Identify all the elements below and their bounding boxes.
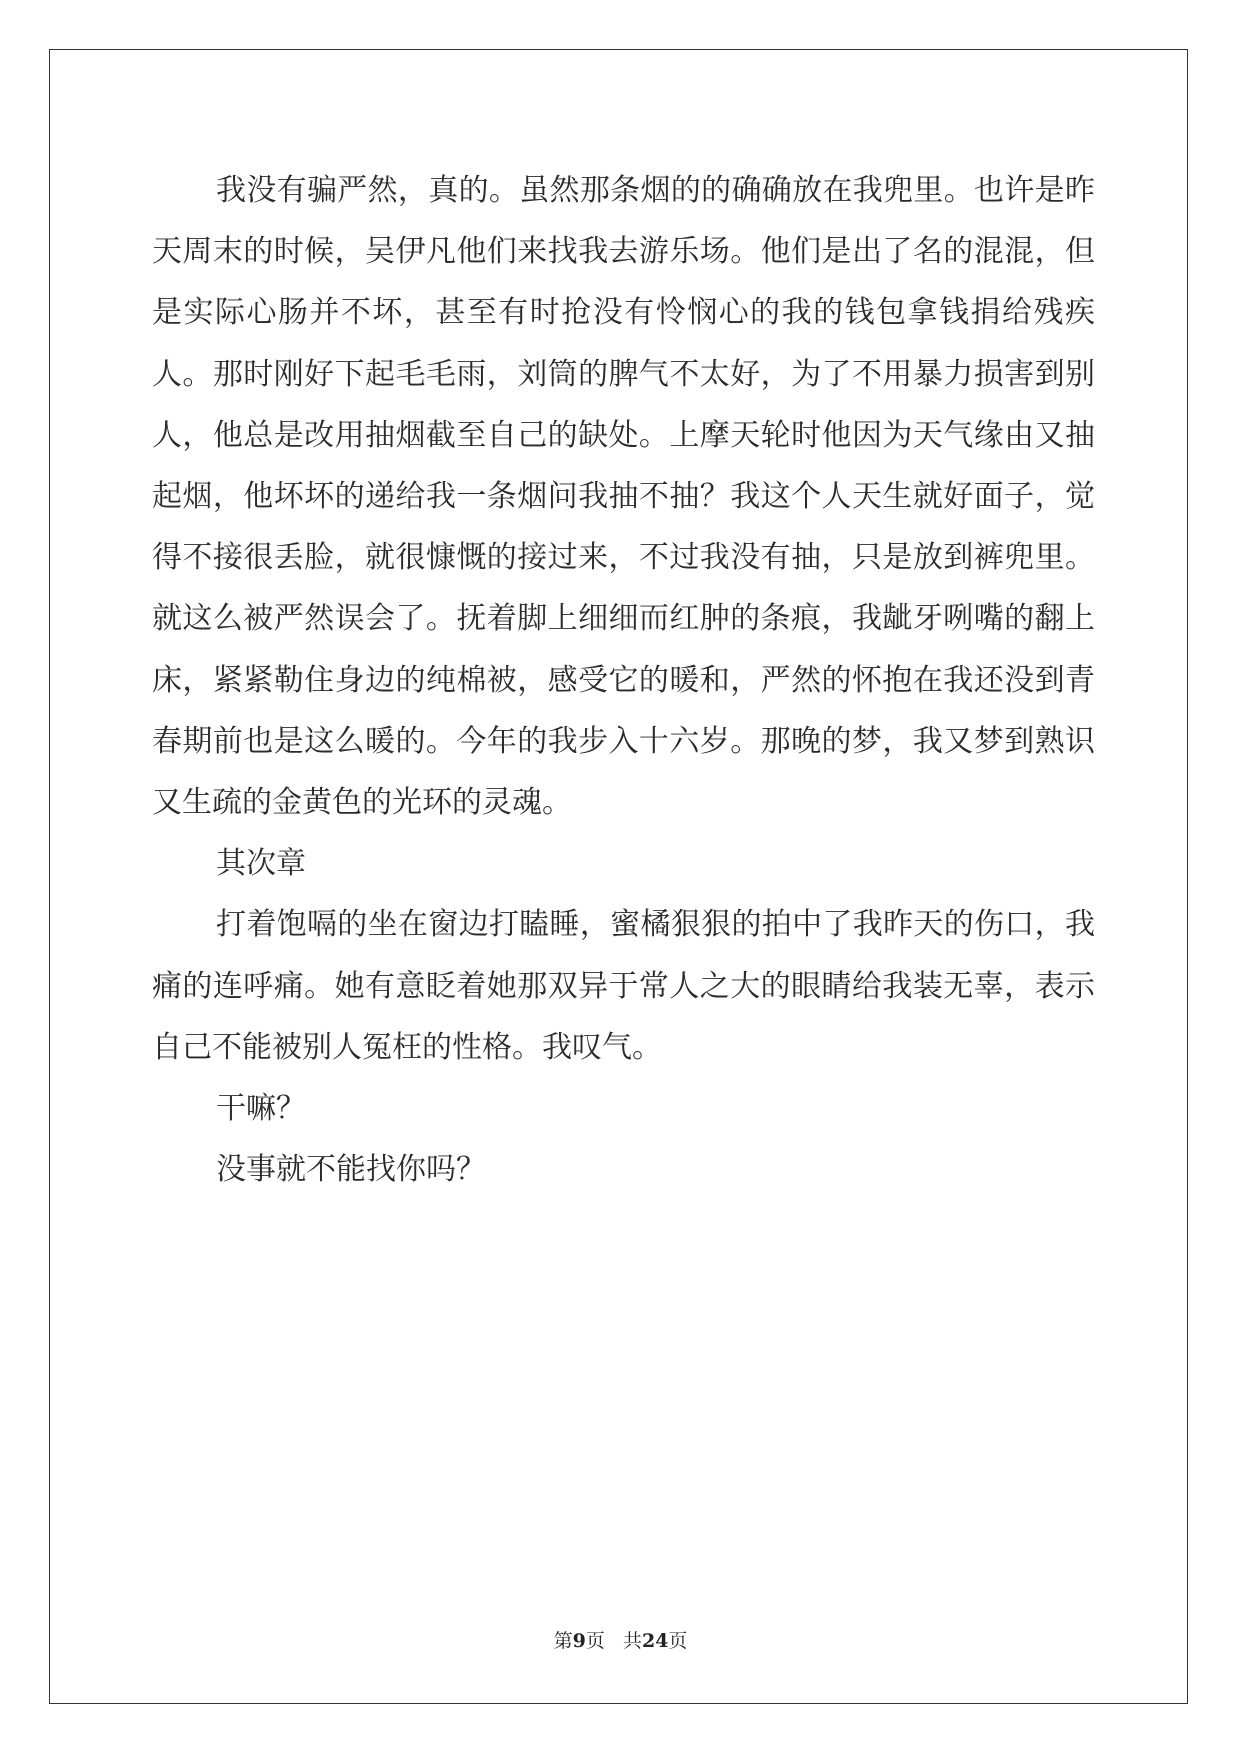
paragraph-2: 打着饱嗝的坐在窗边打瞌睡，蜜橘狠狠的拍中了我昨天的伤口，我痛的连呼痛。她有意眨着她那双异于常人之大的眼睛给我装无辜，表示自己不能被别人冤枉的性格。我叹气。: [152, 907, 1095, 1065]
chapter-heading: 其次章: [216, 846, 306, 882]
dialogue-line-2: 没事就不能找你吗？: [216, 1152, 486, 1188]
page-footer: [0, 1626, 1241, 1653]
total-pages: 24: [641, 1630, 669, 1652]
total-suffix: 页: [668, 1630, 688, 1652]
dialogue-line-1: 干嘛？: [216, 1091, 306, 1127]
page-prefix: 第: [553, 1630, 573, 1652]
total-prefix: 共: [622, 1630, 642, 1652]
page-suffix: 页: [585, 1630, 605, 1652]
page-number: 9: [572, 1630, 586, 1652]
document-body: [152, 160, 1095, 1200]
paragraph-1: 我没有骗严然，真的。虽然那条烟的的确确放在我兜里。也许是昨天周末的时候，吴伊凡他们来找我去游乐场。他们是出了名的混混，但是实际心肠并不坏，甚至有时抢没有怜悯心的我的钱包拿钱捐给残疾人。那时刚好下起毛毛雨，刘筒的脾气不太好，为了不用暴力损害到别人，他总是改用抽烟截至自己的缺处。上摩天轮时他因为天气缘由又抽起烟，他坏坏的递给我一条烟问我抽不抽？我这个人天生就好面子，觉得不接很丢脸，就很慷慨的接过来，不过我没有抽，只是放到裤兜里。就这么被严然误会了。抚着脚上细细而红肿的条痕，我龇牙咧嘴的翻上床，紧紧勒住身边的纯棉被，感受它的暖和，严然的怀抱在我还没到青春期前也是这么暖的。今年的我步入十六岁。那晚的梦，我又梦到熟识又生疏的金黄色的光环的灵魂。: [152, 173, 1095, 821]
